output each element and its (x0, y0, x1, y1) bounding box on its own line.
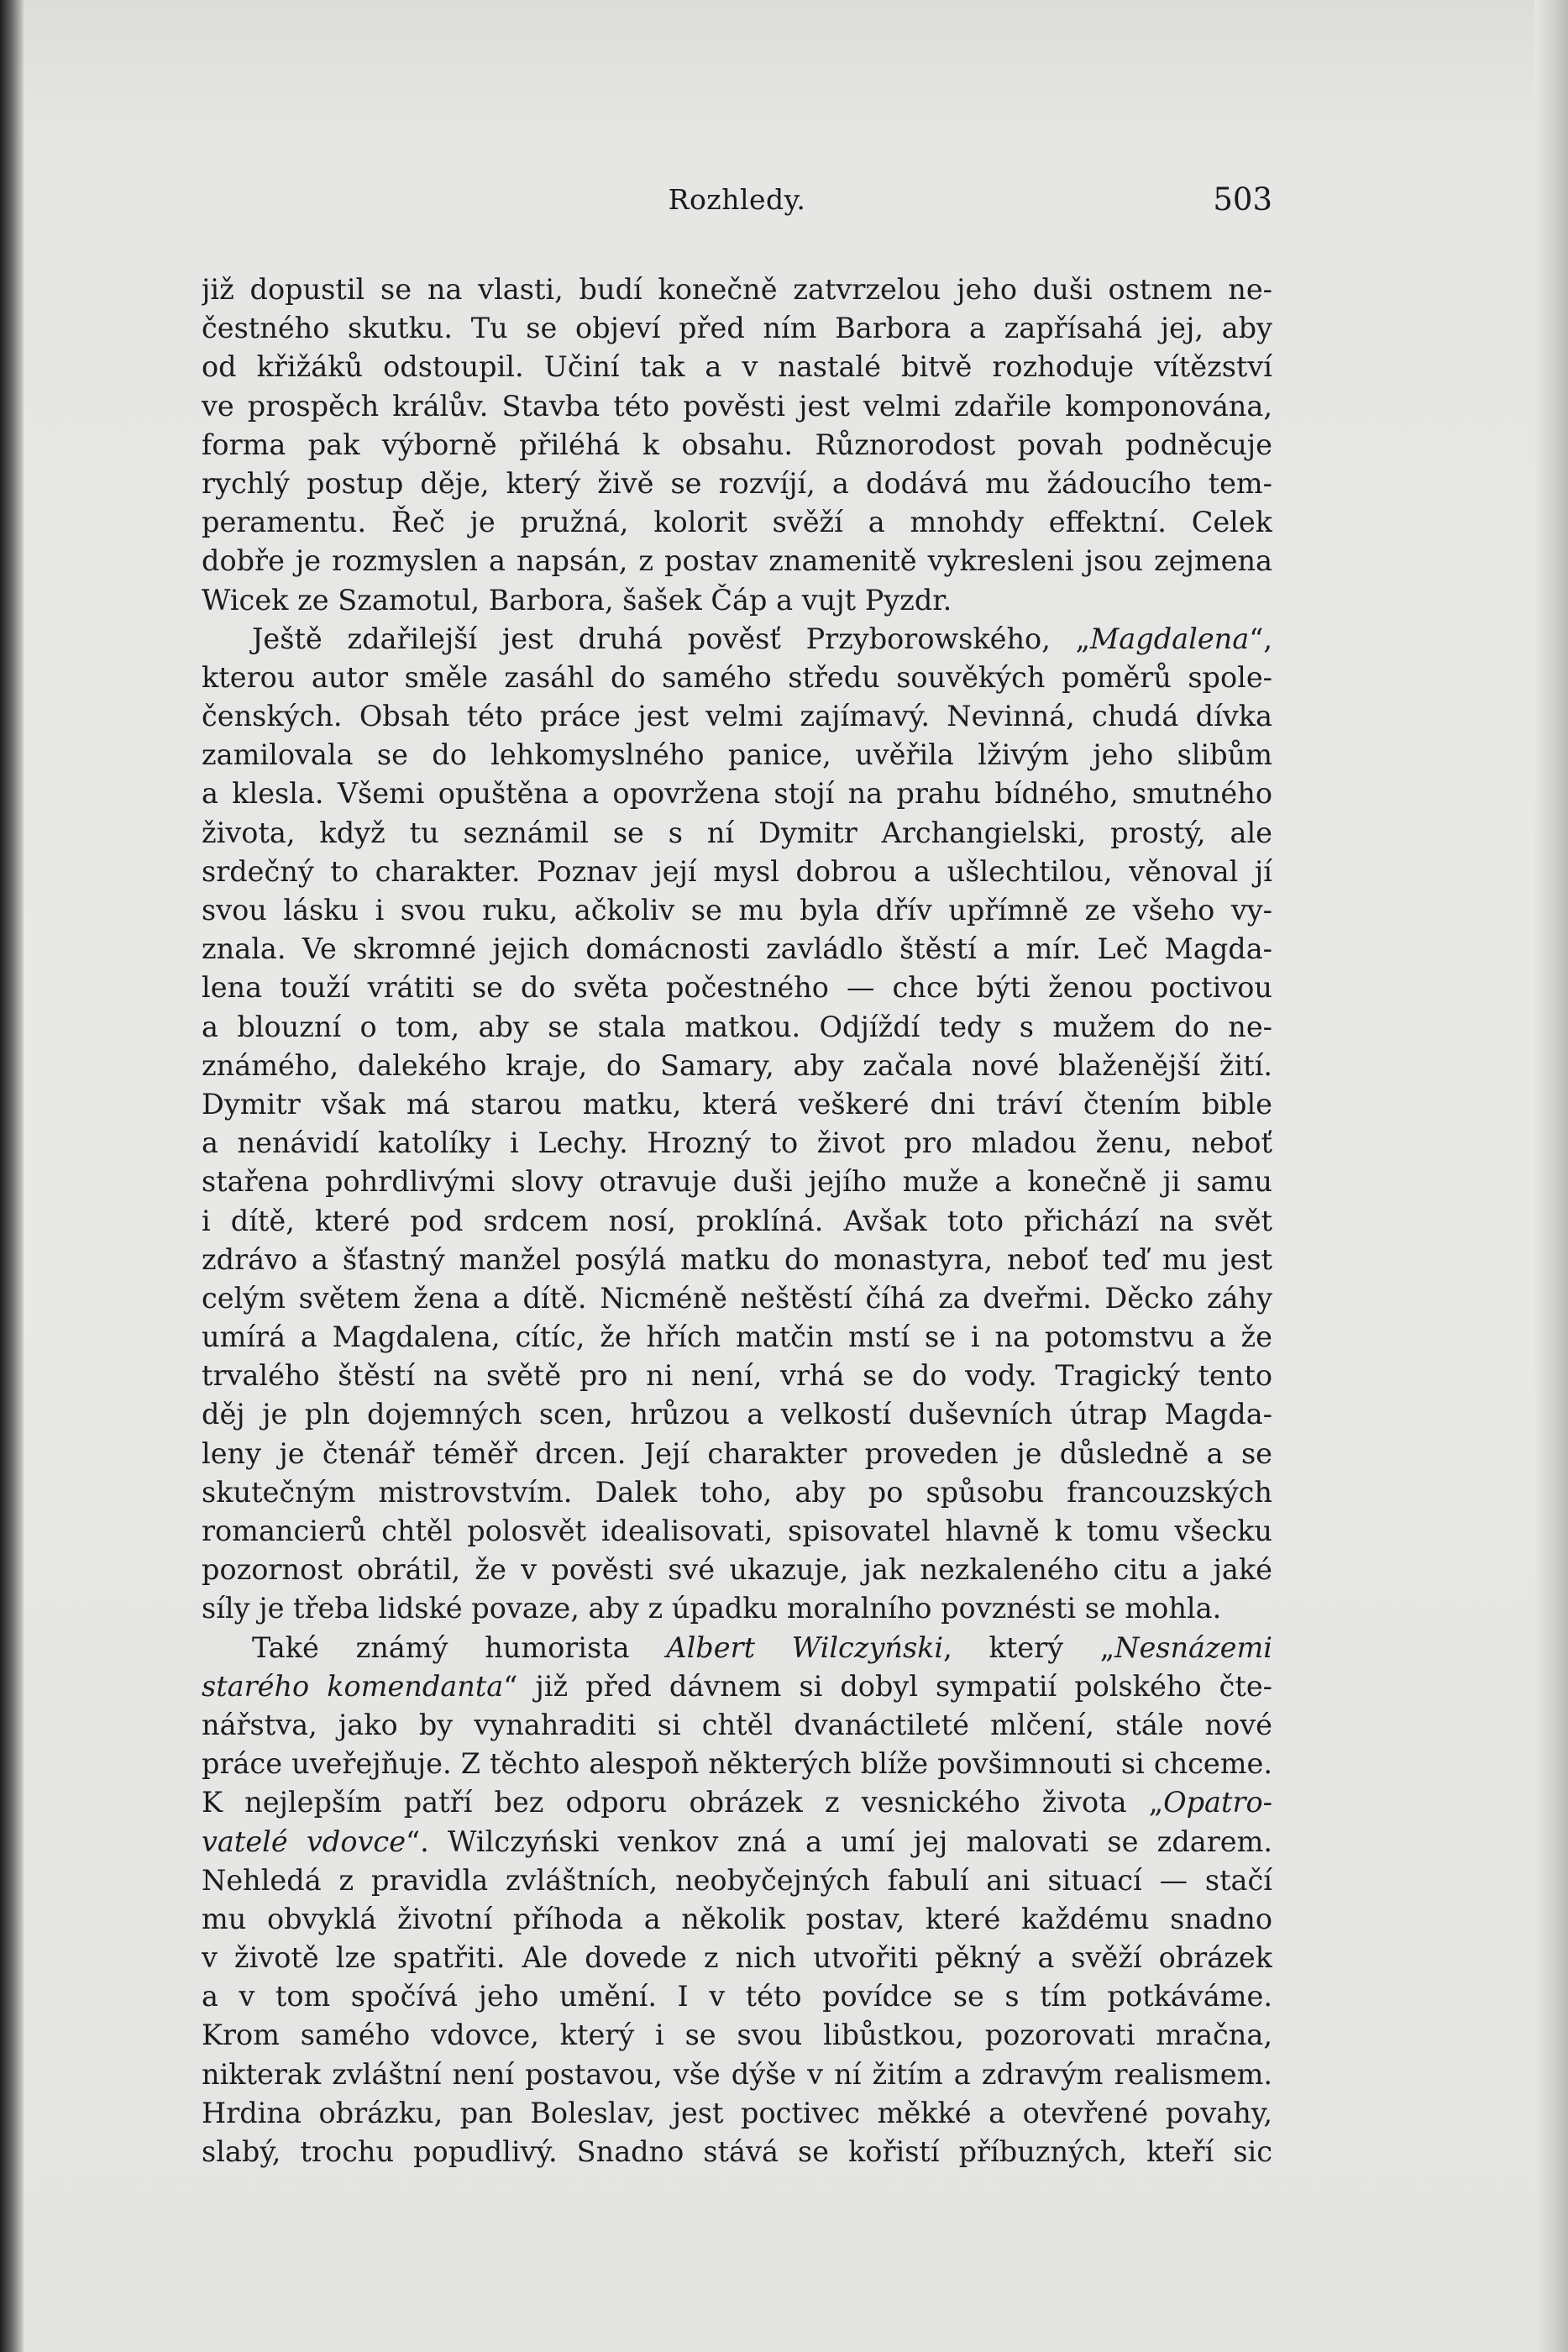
text-line: rychlý postup děje, který živě se rozvíjí, a dodává mu žádoucího tem- (202, 466, 1272, 500)
text-line: zdrávo a šťastný manžel posýlá matku do monastyra, neboť teď mu jest (202, 1242, 1272, 1276)
text-line: i dítě, které pod srdcem nosí, proklíná. Avšak toto přichází na svět (202, 1204, 1272, 1237)
text-line: forma pak výborně přiléhá k obsahu. Různorodost povah podněcuje (202, 428, 1272, 461)
text-line: srdečný to charakter. Poznav její mysl dobrou a ušlechtilou, věnoval jí (202, 854, 1272, 888)
text-line: Také známý humorista Albert Wilczyński, který „Nesnázemi (252, 1630, 1272, 1664)
text-line: mu obvyklá životní příhoda a několik postav, které každému snadno (202, 1902, 1272, 1935)
text-line: a blouzní o tom, aby se stala matkou. Odjíždí tedy s mužem do ne- (202, 1010, 1272, 1043)
page-edge-left (0, 0, 24, 2352)
text-line: K nejlepším patří bez odporu obrázek z vesnického života „Opatro- (202, 1786, 1272, 1819)
page-header (202, 183, 1272, 225)
text-line: starého komendanta“ již před dávnem si dobyl sympatií polského čte- (202, 1669, 1272, 1703)
text-line: pozornost obrátil, že v pověsti své ukazuje, jak nezkaleného citu a jaké (202, 1553, 1272, 1587)
text-line: čenských. Obsah této práce jest velmi zajímavý. Nevinná, chudá dívka (202, 700, 1272, 733)
text-line: Ještě zdařilejší jest druhá pověsť Przyborowského, „Magdalena“, (252, 622, 1272, 655)
text-line: vatelé vdovce“. Wilczyński venkov zná a umí jej malovati se zdarem. (202, 1824, 1272, 1858)
text-line: v životě lze spatřiti. Ale dovede z nich utvořiti pěkný a svěží obrázek (202, 1941, 1272, 1975)
text-line: od křižáků odstoupil. Učiní tak a v nastalé bitvě rozhoduje vítězství (202, 350, 1272, 384)
text-line: umírá a Magdalena, cítíc, že hřích matčin mstí se i na potomstvu a že (202, 1320, 1272, 1354)
text-line: nářstva, jako by vynahraditi si chtěl dvanáctileté mlčení, stále nové (202, 1708, 1272, 1741)
text-line: slabý, trochu popudlivý. Snadno stává se kořistí příbuzných, kteří sic (202, 2135, 1272, 2168)
text-line: kterou autor směle zasáhl do samého středu souvěkých poměrů spole- (202, 660, 1272, 694)
text-line: ve prospěch králův. Stavba této pověsti jest velmi zdařile komponována, (202, 389, 1272, 423)
text-line: peramentu. Řeč je pružná, kolorit svěží a mnohdy effektní. Celek (202, 506, 1272, 539)
text-line: a klesla. Všemi opuštěna a opovržena stojí na prahu bídného, smutného (202, 777, 1272, 811)
text-line: a nenávidí katolíky i Lechy. Hrozný to život pro mladou ženu, neboť (202, 1126, 1272, 1160)
text-line: známého, dalekého kraje, do Samary, aby začala nové blaženější žití. (202, 1048, 1272, 1082)
text-line: Krom samého vdovce, který i se svou libůstkou, pozorovati mračna, (202, 2019, 1272, 2052)
text-line: již dopustil se na vlasti, budí konečně zatvrzelou jeho duši ostnem ne- (202, 273, 1272, 306)
text-line: zamilovala se do lehkomyslného panice, uvěřila lživým jeho slibům (202, 738, 1272, 772)
running-title: Rozhledy. (668, 183, 806, 216)
text-line: leny je čtenář téměř drcen. Její charakter proveden je důsledně a se (202, 1436, 1272, 1470)
text-line: znala. Ve skromné jejich domácnosti zavládlo štěstí a mír. Leč Magda- (202, 932, 1272, 966)
text-line: děj je pln dojemných scen, hrůzou a velkostí duševních útrap Magda- (202, 1398, 1272, 1431)
text-line: práce uveřejňuje. Z těchto alespoň některých blíže povšimnouti si chceme. (202, 1747, 1272, 1781)
text-line: a v tom spočívá jeho umění. I v této povídce se s tím potkáváme. (202, 1980, 1272, 2013)
text-line: nikterak zvláštní není postavou, vše dýše v ní žitím a zdravým realismem. (202, 2057, 1272, 2091)
text-line: dobře je rozmyslen a napsán, z postav znamenitě vykresleni jsou zejmena (202, 544, 1272, 578)
page-number: 503 (1213, 181, 1272, 218)
text-line: celým světem žena a dítě. Nicméně neštěstí číhá za dveřmi. Děcko záhy (202, 1281, 1272, 1315)
text-line: romancierů chtěl polosvět idealisovati, spisovatel hlavně k tomu všecku (202, 1515, 1272, 1547)
text-line: života, když tu seznámil se s ní Dymitr Archangielski, prostý, ale (202, 816, 1272, 849)
text-line: skutečným mistrovstvím. Dalek toho, aby po spůsobu francouzských (202, 1475, 1272, 1509)
text-line: čestného skutku. Tu se objeví před ním Barbora a zapřísahá jej, aby (202, 312, 1272, 345)
page-edge-right (1534, 0, 1568, 2352)
body-text (202, 270, 1272, 2171)
text-line: lena touží vrátiti se do světa počestného — chce býti ženou poctivou (202, 971, 1272, 1005)
text-line: Hrdina obrázku, pan Boleslav, jest poctivec měkké a otevřené povahy, (202, 2096, 1272, 2129)
text-line: stařena pohrdlivými slovy otravuje duši jejího muže a konečně ji samu (202, 1165, 1272, 1199)
text-line: Nehledá z pravidla zvláštních, neobyčejných fabulí ani situací — stačí (202, 1863, 1272, 1897)
text-line: Wicek ze Szamotul, Barbora, šašek Čáp a vujt Pyzdr. (202, 583, 952, 617)
text-line: síly je třeba lidské povaze, aby z úpadku moralního povznésti se mohla. (202, 1592, 1222, 1625)
text-line: Dymitr však má starou matku, která veškeré dni tráví čtením bible (202, 1087, 1272, 1121)
text-line: trvalého štěstí na světě pro ni není, vrhá se do vody. Tragický tento (202, 1359, 1272, 1393)
text-line: svou lásku i svou ruku, ačkoliv se mu byla dřív upřímně ze všeho vy- (202, 894, 1272, 927)
